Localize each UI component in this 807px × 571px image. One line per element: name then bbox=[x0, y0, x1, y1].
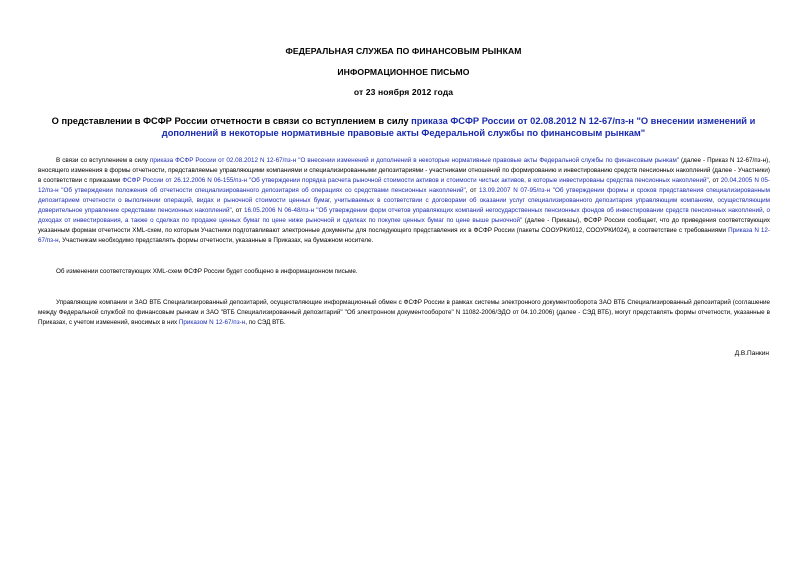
paragraph-main bbox=[38, 156, 770, 246]
paragraph-sed-vtb bbox=[38, 298, 770, 328]
signature: Д.В.Панкин bbox=[734, 350, 769, 357]
order-12-67-short-link[interactable]: Приказа N 12-67/пз-н bbox=[38, 227, 770, 245]
para1-text-1: В связи со вступлением в силу bbox=[56, 157, 150, 164]
order-12-67-sed-link[interactable]: Приказом N 12-67/пз-н bbox=[178, 319, 246, 327]
order-07-95-link[interactable]: 13.09.2007 N 07-95/пз-н "Об утверждении формы и сроков представления специализированным депозитарием отчетности о выполнении операций, видах и рыночной стоимости ценных бумаг, учитываемых в соответствии с договорами об оказании услуг специализированного депозитария управляющим компаниям, осуществляющим доверительное управление средствами пенсионных накоплений" bbox=[38, 187, 770, 215]
document-type-heading: ИНФОРМАЦИОННОЕ ПИСЬМО bbox=[337, 67, 470, 77]
para1-text-4: , от bbox=[465, 187, 480, 195]
title-order-link[interactable]: приказа ФСФР России от 02.08.2012 N 12-67/пз-н "О внесении изменений и дополнений в некоторые нормативные правовые акты Федеральной службы по финансовым рынкам" bbox=[161, 116, 756, 138]
agency-heading: ФЕДЕРАЛЬНАЯ СЛУЖБА ПО ФИНАНСОВЫМ РЫНКАМ bbox=[285, 46, 522, 56]
document-title bbox=[28, 115, 779, 139]
order-05-12-link[interactable]: 20.04.2005 N 05-12/пз-н "Об утверждении положения об отчетности специализированного депозитария об операциях со средствами пенсионных накоплений" bbox=[38, 177, 770, 195]
para1-text-7: , Участникам необходимо представлять формы отчетности, указанные в Приказах, на бумажном носителе. bbox=[58, 237, 374, 245]
paragraph-xml-notice: Об изменении соответствующих XML-схем ФСФР России будет сообщено в информационном письме. bbox=[56, 268, 358, 275]
order-06-48-link[interactable]: 16.05.2006 N 06-48/пз-н "Об утверждении форм отчетов управляющих компаний негосударственных пенсионных фондов об инвестировании средств пенсионных накоплений, о доходах от инвестирования, а также о сделках по продаже ценных бумаг по цене ниже рыночной и сделках по покупке ценных бумаг по цене выше рыночной" bbox=[38, 207, 771, 225]
document-date: от 23 ноября 2012 года bbox=[353, 87, 454, 97]
para1-text-2: (далее - Приказ N 12-67/пз-н), вносящего изменения в формы отчетности, представляемые управляющими компаниями и специализированными депозитариями - участниками отношений по формированию и инвестированию средств пенсионных накоплений (далее - Участники) в соответствии с приказами bbox=[38, 157, 770, 185]
title-text: О представлении в ФСФР России отчетности в связи со вступлением в силу bbox=[51, 116, 412, 126]
para3-text-2: , по СЭД ВТБ. bbox=[245, 319, 286, 327]
para3-text-1: Управляющие компании и ЗАО ВТБ Специализированный депозитарий, осуществляющие информационный обмен с ФСФР России в рамках системы электронного документооборота ЗАО ВТБ Специализированный депозитарий (соглашение между Федеральной службой по финансовым рынкам и ЗАО "ВТБ Специализированный депозитарий" "Об электронном документообороте" N 11082-2006/ЭДО от 04.10.2006) (далее - СЭД ВТБ), могут представлять формы отчетности, указанные в Приказах, с учетом изменений, вносимых в них bbox=[38, 299, 770, 327]
order-12-67-link[interactable]: приказа ФСФР России от 02.08.2012 N 12-67/пз-н "О внесении изменений и дополнений в некоторые нормативные правовые акты Федеральной службы по финансовым рынкам" bbox=[149, 157, 680, 164]
para1-text-6: (далее - Приказы), ФСФР России сообщает, что до приведения соответствующих указанным формам отчетности XML-схем, по которым Участники подготавливают электронные документы для последующего представления их в ФСФР России (пакеты СООУРКИ012, СООУРКИ024), в соответствие с требованиями bbox=[38, 217, 771, 235]
order-06-155-link[interactable]: ФСФР России от 26.12.2006 N 06-155/пз-н "Об утверждении порядка расчета рыночной стоимости активов и стоимости чистых активов, в которые инвестированы средства пенсионных накоплений" bbox=[122, 177, 709, 185]
para1-text-3: , от bbox=[708, 177, 721, 185]
para1-text-5: , от bbox=[231, 207, 244, 215]
